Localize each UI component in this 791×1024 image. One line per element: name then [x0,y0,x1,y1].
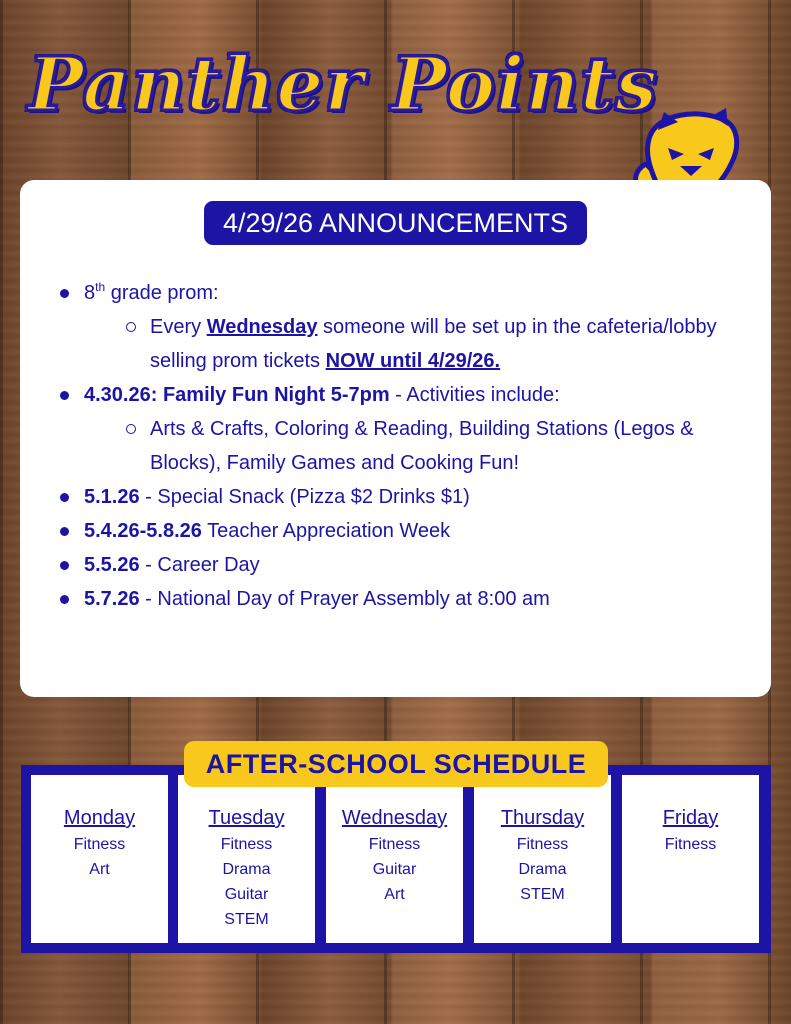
announcements-header: 4/29/26 ANNOUNCEMENTS [204,201,587,245]
announcements-card [20,180,771,697]
list-item: 4.30.26: Family Fun Night 5-7pm - Activities include: Arts & Crafts, Coloring & Reading, Building Stations (Legos & Blocks), Family Games and Cooking Fun! [60,378,740,480]
activity: Fitness [516,836,569,853]
activity: Fitness [220,836,273,853]
activity: Drama [222,861,271,878]
activity: Fitness [368,836,421,853]
announcements-list [60,276,740,616]
schedule-day-thursday [474,775,611,943]
day-name: Thursday [500,807,585,829]
sub-list-item: Every Wednesday someone will be set up in the cafeteria/lobby selling prom tickets NOW until 4/29/26. [126,310,740,378]
list-item: 5.5.26 - Career Day [60,548,740,582]
activity: Art [89,861,110,878]
list-item: 5.1.26 - Special Snack (Pizza $2 Drinks $1) [60,480,740,514]
activity: Fitness [664,836,717,853]
day-name: Wednesday [341,807,448,829]
activity: STEM [520,886,565,903]
day-name: Monday [63,807,136,829]
sub-list-item: Arts & Crafts, Coloring & Reading, Building Stations (Legos & Blocks), Family Games and Cooking Fun! [126,412,740,480]
activity: Fitness [73,836,126,853]
schedule-header: AFTER-SCHOOL SCHEDULE [184,741,608,787]
activity: Art [384,886,405,903]
list-item: 8th grade prom: Every Wednesday someone will be set up in the cafeteria/lobby selling prom tickets NOW until 4/29/26. [60,276,740,378]
after-school-schedule [21,765,771,953]
schedule-day-tuesday [178,775,315,943]
list-item: 5.7.26 - National Day of Prayer Assembly at 8:00 am [60,582,740,616]
day-name: Friday [662,807,719,829]
schedule-day-wednesday [326,775,463,943]
schedule-day-friday [622,775,759,943]
activity: Guitar [372,861,417,878]
page-title: Panther Points [28,42,658,128]
day-name: Tuesday [208,807,285,829]
activity: STEM [224,911,269,928]
list-item: 5.4.26-5.8.26 Teacher Appreciation Week [60,514,740,548]
activity: Drama [518,861,567,878]
activity: Guitar [224,886,269,903]
schedule-day-monday [31,775,168,943]
